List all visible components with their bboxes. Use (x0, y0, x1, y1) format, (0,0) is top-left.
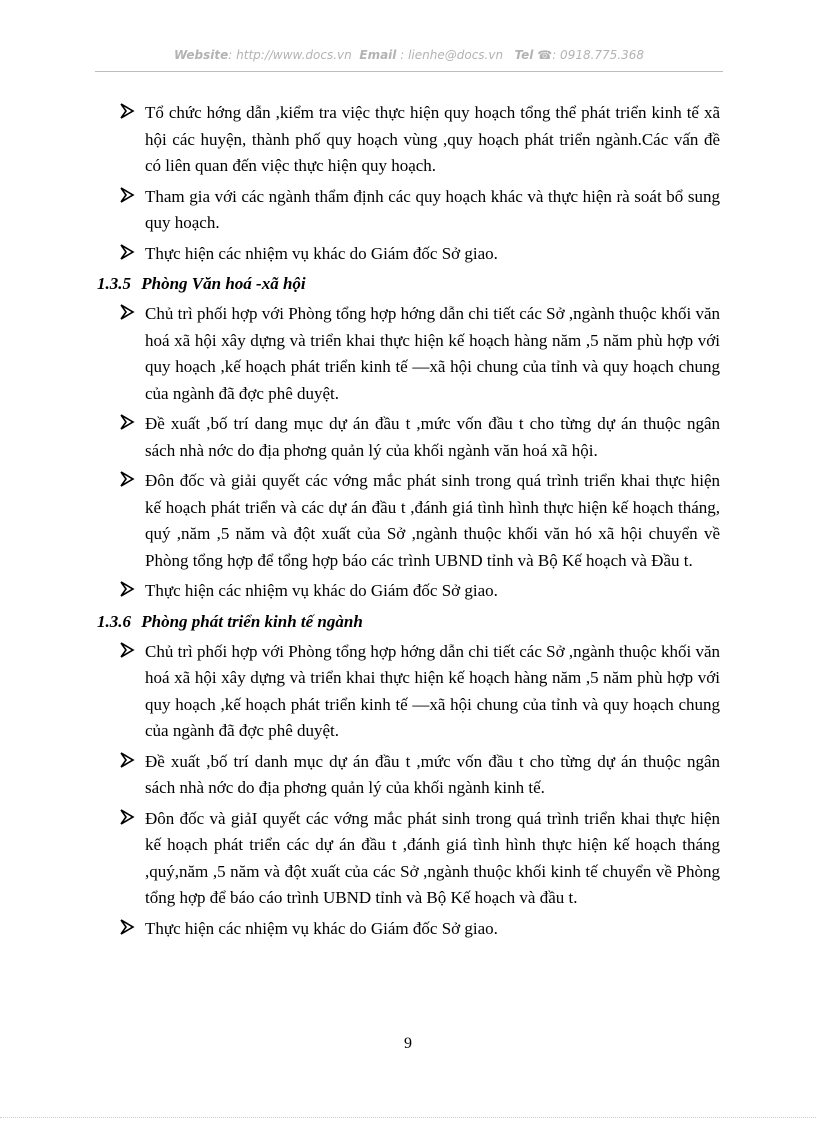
arrow-bullet-icon (118, 917, 136, 937)
tel-label: Tel (514, 48, 534, 62)
list-item-text: Thực hiện các nhiệm vụ khác do Giám đốc Sở giao. (145, 918, 498, 938)
list-item (145, 411, 720, 464)
list-item-text: Chủ trì phối hợp với Phòng tổng hợp hớng dẫn chi tiết các Sở ,ngành thuộc khối văn hoá xã hội xây dựng và triển khai thực hiện kế hoạch hàng năm ,5 năm phù hợp với quy hoạch ,kế hoạch phát triển kinh tế —xã hội chung của tỉnh và quy hoạch chung của ngành đã đợc phê duyệt. (145, 304, 720, 403)
section-number: 1.3.6 (97, 611, 131, 631)
section-title: Phòng phát triển kinh tế ngành (141, 611, 363, 631)
document-body (0, 100, 816, 946)
list-item (145, 806, 720, 912)
arrow-bullet-icon (118, 750, 136, 770)
list-item-text: Thực hiện các nhiệm vụ khác do Giám đốc Sở giao. (145, 581, 498, 600)
arrow-bullet-icon (118, 185, 136, 205)
header-divider (95, 71, 723, 72)
page-number: 9 (404, 1035, 412, 1052)
list-item-text: Tham gia với các ngành thẩm định các quy hoạch khác và thực hiện rà soát bổ sung quy hoạch. (145, 186, 720, 232)
arrow-bullet-icon (118, 242, 136, 262)
list-item-text: Thực hiện các nhiệm vụ khác do Giám đốc Sở giao. (145, 243, 498, 263)
email-label: Email (359, 48, 397, 62)
arrow-bullet-icon (118, 640, 136, 660)
arrow-bullet-icon (118, 579, 136, 599)
list-item-text: Đề xuất ,bố trí danh mục dự án đầu t ,mức vốn đầu t cho từng dự án thuộc ngân sách nhà nớc do địa phơng quản lý của khối ngành kinh tế. (145, 751, 720, 797)
list-item-text: Đôn đốc và giảI quyết các vớng mắc phát sinh trong quá trình triển khai thực hiện kế hoạch phát triển các dự án đầu t ,đánh giá tình hình thực hiện kế hoạch tháng ,quý,năm ,5 năm và đột xuất của các Sở ,ngành thuộc khối kinh tế chuyển về Phòng tổng hợp để báo cáo trình UBND tỉnh và Bộ Kế hoạch và đầu t. (145, 808, 720, 907)
list-item-text: Chủ trì phối hợp với Phòng tổng hợp hớng dẫn chi tiết các Sở ,ngành thuộc khối văn hoá xã hội xây dựng và triển khai thực hiện kế hoạch hàng năm ,5 năm phù hợp với quy hoạch ,kế hoạch phát triển kinh tế —xã hội chung của tỉnh và quy hoạch chung của ngành đã đợc phê duyệt. (145, 641, 720, 740)
website-label: Website (173, 48, 229, 62)
section-heading (97, 271, 816, 297)
list-item (145, 639, 720, 745)
list-item (145, 749, 720, 802)
section-number: 1.3.5 (97, 274, 131, 293)
page-header (95, 48, 723, 72)
list-item (145, 468, 720, 574)
list-item-text: Tổ chức hớng dẫn ,kiểm tra việc thực hiện quy hoạch tổng thể phát triển kinh tế xã hội các huyện, thành phố quy hoạch vùng ,quy hoạch phát triển ngành.Các vấn đề có liên quan đến việc thực hiện quy hoạch. (145, 103, 720, 175)
arrow-bullet-icon (118, 469, 136, 489)
arrow-bullet-icon (118, 807, 136, 827)
list-item (145, 100, 720, 180)
list-item-text: Đôn đốc và giải quyết các vớng mắc phát sinh trong quá trình triển khai thực hiện kế hoạch phát triển và các dự án đầu t ,đánh giá tình hình thực hiện kế hoạch tháng, quý ,năm ,5 năm và đột xuất của Sở ,ngành thuộc khối văn hó xã hội chuyển về Phòng tổng hợp để tổng hợp báo các trình UBND tỉnh và Bộ Kế hoạch và Đầu t. (145, 471, 720, 570)
list-item (145, 578, 720, 605)
tel-value: : 0918.775.368 (552, 48, 645, 62)
phone-icon: ☎ (537, 48, 553, 62)
list-item (145, 241, 720, 268)
email-value[interactable]: : lienhe@docs.vn (400, 48, 504, 62)
arrow-bullet-icon (118, 412, 136, 432)
section-heading (97, 609, 816, 635)
arrow-bullet-icon (118, 101, 136, 121)
list-item (145, 916, 720, 943)
footer-divider (0, 1117, 816, 1118)
website-value[interactable]: : http://www.docs.vn (228, 48, 352, 62)
list-item-text: Đề xuất ,bố trí dang mục dự án đầu t ,mức vốn đầu t cho từng dự án thuộc ngân sách nhà nớc do địa phơng quản lý của khối ngành văn hoá xã hội. (145, 414, 720, 460)
list-item (145, 301, 720, 407)
section-title: Phòng Văn hoá -xã hội (141, 274, 306, 293)
arrow-bullet-icon (118, 302, 136, 322)
list-item (145, 184, 720, 237)
